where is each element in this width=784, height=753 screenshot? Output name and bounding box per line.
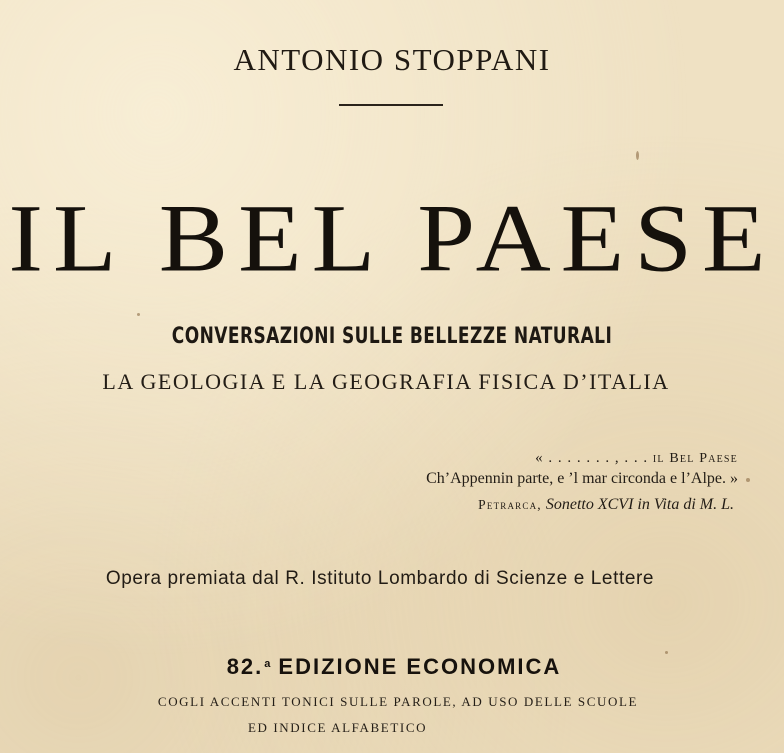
edition-line <box>2 654 784 680</box>
edition-ordinal: a <box>264 658 273 670</box>
subtitle-line-2: LA GEOLOGIA E LA GEOGRAFIA FISICA D’ITALIA <box>102 369 670 394</box>
epigraph-author: Petrarca, <box>478 497 542 512</box>
divider-rule <box>339 104 443 106</box>
edition-label: EDIZIONE ECONOMICA <box>278 654 562 679</box>
epigraph-attribution <box>478 496 734 514</box>
paper-speck <box>665 651 668 654</box>
paper-speck <box>746 478 750 482</box>
subtitle-line-1: CONVERSAZIONI SULLE BELLEZZE NATURALI <box>171 324 613 349</box>
book-title: IL BEL PAESE <box>8 184 776 292</box>
epigraph-ellipsis: « . . . . . . . , . . . <box>535 450 649 466</box>
paper-speck <box>636 151 639 160</box>
edition-number: 82. <box>226 654 264 679</box>
paper-speck <box>137 313 140 316</box>
author-name: ANTONIO STOPPANI <box>233 42 551 77</box>
epigraph-bel-paese: il Bel Paese <box>652 451 738 466</box>
epigraph-line-2: Ch’Appennin parte, e ’l mar circonda e l’Alpe. » <box>426 470 738 487</box>
edition-note-line-1: COGLI ACCENTI TONICI SULLE PAROLE, AD USO DELLE SCUOLE <box>157 694 639 709</box>
award-statement: Opera premiata dal R. Istituto Lombardo di Scienze e Lettere <box>105 568 655 589</box>
epigraph-work: Sonetto XCVI in Vita di M. L. <box>545 496 734 513</box>
edition-note-line-2: ED INDICE ALFABETICO <box>248 720 428 735</box>
epigraph-line-1 <box>535 450 738 467</box>
